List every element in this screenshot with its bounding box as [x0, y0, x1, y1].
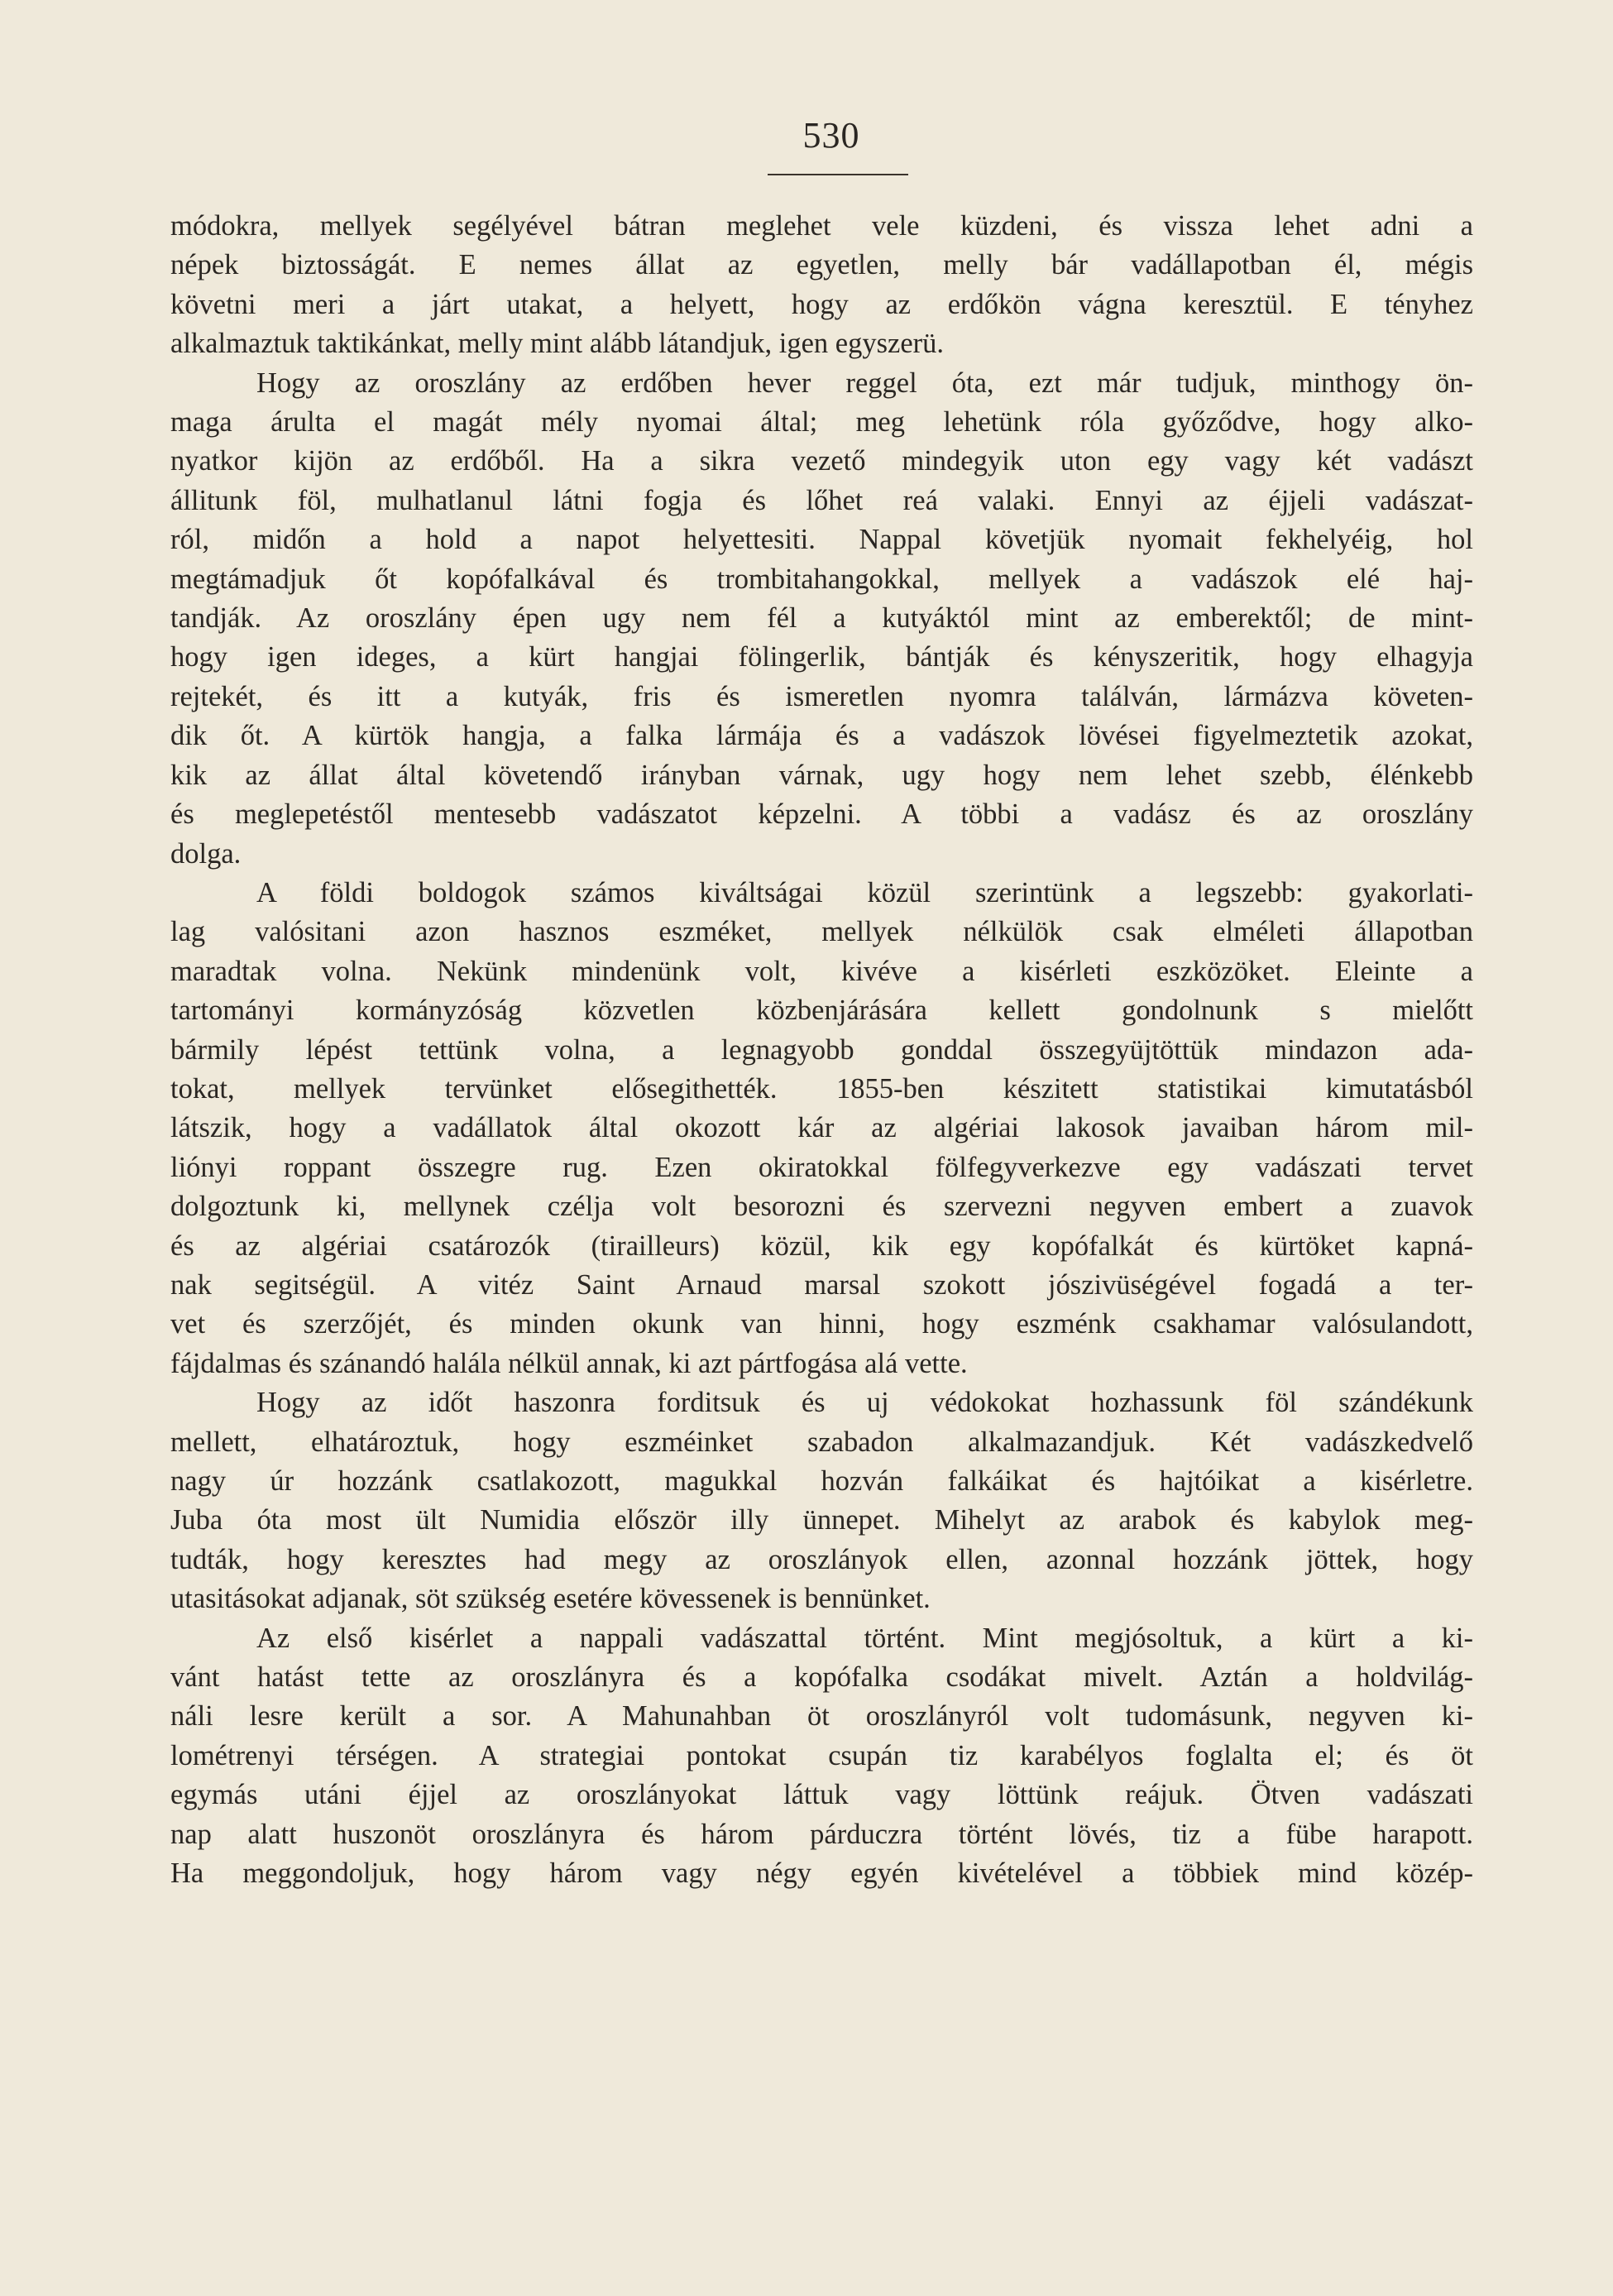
text-line: rejtekét, és itt a kutyák, fris és ismeretlen nyomra találván, lármázva követen- [170, 680, 1473, 712]
text-line: ról, midőn a hold a napot helyettesiti. Nappal követjük nyomait fekhelyéig, hol [170, 524, 1473, 556]
text-line: Hogy az időt haszonra forditsuk és uj védokokat hozhassunk föl szándékunk [256, 1387, 1473, 1419]
text-line: fájdalmas és szánandó halála nélkül annak, ki azt pártfogása alá vette. [170, 1347, 968, 1379]
text-line: bármily lépést tettünk volna, a legnagyobb gonddal összegyüjtöttük mindazon ada- [170, 1033, 1473, 1066]
text-line: maga árulta el magát mély nyomai által; meg lehetünk róla győződve, hogy alko- [170, 406, 1473, 439]
text-line: dolga. [170, 837, 242, 870]
text-line: lométrenyi térségen. A strategiai pontokat csupán tiz karabélyos foglalta el; és öt [170, 1739, 1473, 1771]
text-line: A földi boldogok számos kiváltságai közül szerintünk a legszebb: gyakorlati- [256, 876, 1473, 908]
text-line: követni meri a járt utakat, a helyett, hogy az erdőkön vágna keresztül. E tényhez [170, 288, 1473, 320]
text-line: Hogy az oroszlány az erdőben hever reggel óta, ezt már tudjuk, minthogy ön- [256, 367, 1473, 399]
text-line: Az első kisérlet a nappali vadászattal történt. Mint megjósoltuk, a kürt a ki- [256, 1622, 1473, 1654]
text-line: tartományi kormányzóság közvetlen közbenjárására kellett gondolnunk s mielőtt [170, 995, 1473, 1027]
text-line: maradtak volna. Nekünk mindenünk volt, kivéve a kisérleti eszközöket. Eleinte a [170, 955, 1473, 987]
paragraph [170, 874, 1473, 1383]
text-line: nap alatt huszonöt oroszlányra és három párduczra történt lövés, tiz a fübe harapott. [170, 1818, 1473, 1850]
text-line: és meglepetéstől mentesebb vadászatot képzelni. A többi a vadász és az oroszlány [170, 798, 1473, 831]
text-line: hogy igen ideges, a kürt hangjai fölingerlik, bántják és kényszeritik, hogy elhagyja [170, 641, 1473, 673]
text-line: kik az állat által követendő irányban várnak, ugy hogy nem lehet szebb, élénkebb [170, 759, 1473, 791]
page-number: 530 [802, 115, 860, 156]
text-line: tudták, hogy keresztes had megy az oroszlányok ellen, azonnal hozzánk jöttek, hogy [170, 1543, 1473, 1575]
body-text [170, 207, 1473, 1893]
text-line: látszik, hogy a vadállatok által okozott kár az algériai lakosok javaiban három mil- [170, 1112, 1473, 1144]
paragraph [170, 1383, 1473, 1618]
text-line: Ha meggondoljuk, hogy három vagy négy egyén kivételével a többiek mind közép- [170, 1857, 1473, 1890]
text-line: és az algériai csatározók (tirailleurs) közül, kik egy kopófalkát és kürtöket kapná- [170, 1229, 1473, 1262]
text-line: vánt hatást tette az oroszlányra és a kopófalka csodákat mivelt. Aztán a holdvilág- [170, 1661, 1473, 1694]
text-line: nak segitségül. A vitéz Saint Arnaud marsal szokott jószivüségével fogadá a ter- [170, 1268, 1473, 1301]
text-line: módokra, mellyek segélyével bátran meglehet vele küzdeni, és vissza lehet adni a [170, 210, 1473, 242]
paragraph [170, 364, 1473, 874]
text-line: liónyi roppant összegre rug. Ezen okiratokkal fölfegyverkezve egy vadászati tervet [170, 1151, 1473, 1183]
text-line: vet és szerzőjét, és minden okunk van hinni, hogy eszménk csakhamar valósulandott, [170, 1308, 1473, 1340]
text-line: dik őt. A kürtök hangja, a falka lármája és a vadászok lövései figyelmeztetik azokat, [170, 720, 1473, 752]
text-line: nyatkor kijön az erdőből. Ha a sikra vezető mindegyik uton egy vagy két vadászt [170, 445, 1473, 477]
text-line: tokat, mellyek tervünket elősegithették. 1855-ben készitett statistikai kimutatásból [170, 1072, 1473, 1105]
text-line: mellett, elhatároztuk, hogy eszméinket szabadon alkalmazandjuk. Két vadászkedvelő [170, 1426, 1473, 1458]
text-line: állitunk föl, mulhatlanul látni fogja és lőhet reá valaki. Ennyi az éjjeli vadászat- [170, 484, 1473, 516]
paragraph [170, 1619, 1473, 1894]
text-line: lag valósitani azon hasznos eszméket, mellyek nélkülök csak elméleti állapotban [170, 916, 1473, 948]
text-line: alkalmaztuk taktikánkat, melly mint alább látandjuk, igen egyszerü. [170, 328, 945, 360]
text-line: egymás utáni éjjel az oroszlányokat láttuk vagy löttünk reájuk. Ötven vadászati [170, 1779, 1473, 1811]
text-line: utasitásokat adjanak, söt szükség esetére kövessenek is bennünket. [170, 1583, 931, 1615]
text-line: nagy úr hozzánk csatlakozott, magukkal hozván falkáikat és hajtóikat a kisérletre. [170, 1465, 1473, 1497]
text-line: tandják. Az oroszlány épen ugy nem fél a kutyáktól mint az emberektől; de mint- [170, 602, 1473, 635]
paragraph [170, 207, 1473, 364]
text-line: népek biztosságát. E nemes állat az egyetlen, melly bár vadállapotban él, mégis [170, 249, 1473, 281]
text-line: Juba óta most ült Numidia először illy ünnepet. Mihelyt az arabok és kabylok meg- [170, 1504, 1473, 1536]
text-line: náli lesre került a sor. A Mahunahban öt oroszlányról volt tudomásunk, negyven ki- [170, 1700, 1473, 1733]
page-number-rule [768, 174, 908, 175]
text-line: dolgoztunk ki, mellynek czélja volt besorozni és szervezni negyven embert a zuavok [170, 1191, 1473, 1223]
text-line: megtámadjuk őt kopófalkával és trombitahangokkal, mellyek a vadászok elé haj- [170, 563, 1473, 595]
